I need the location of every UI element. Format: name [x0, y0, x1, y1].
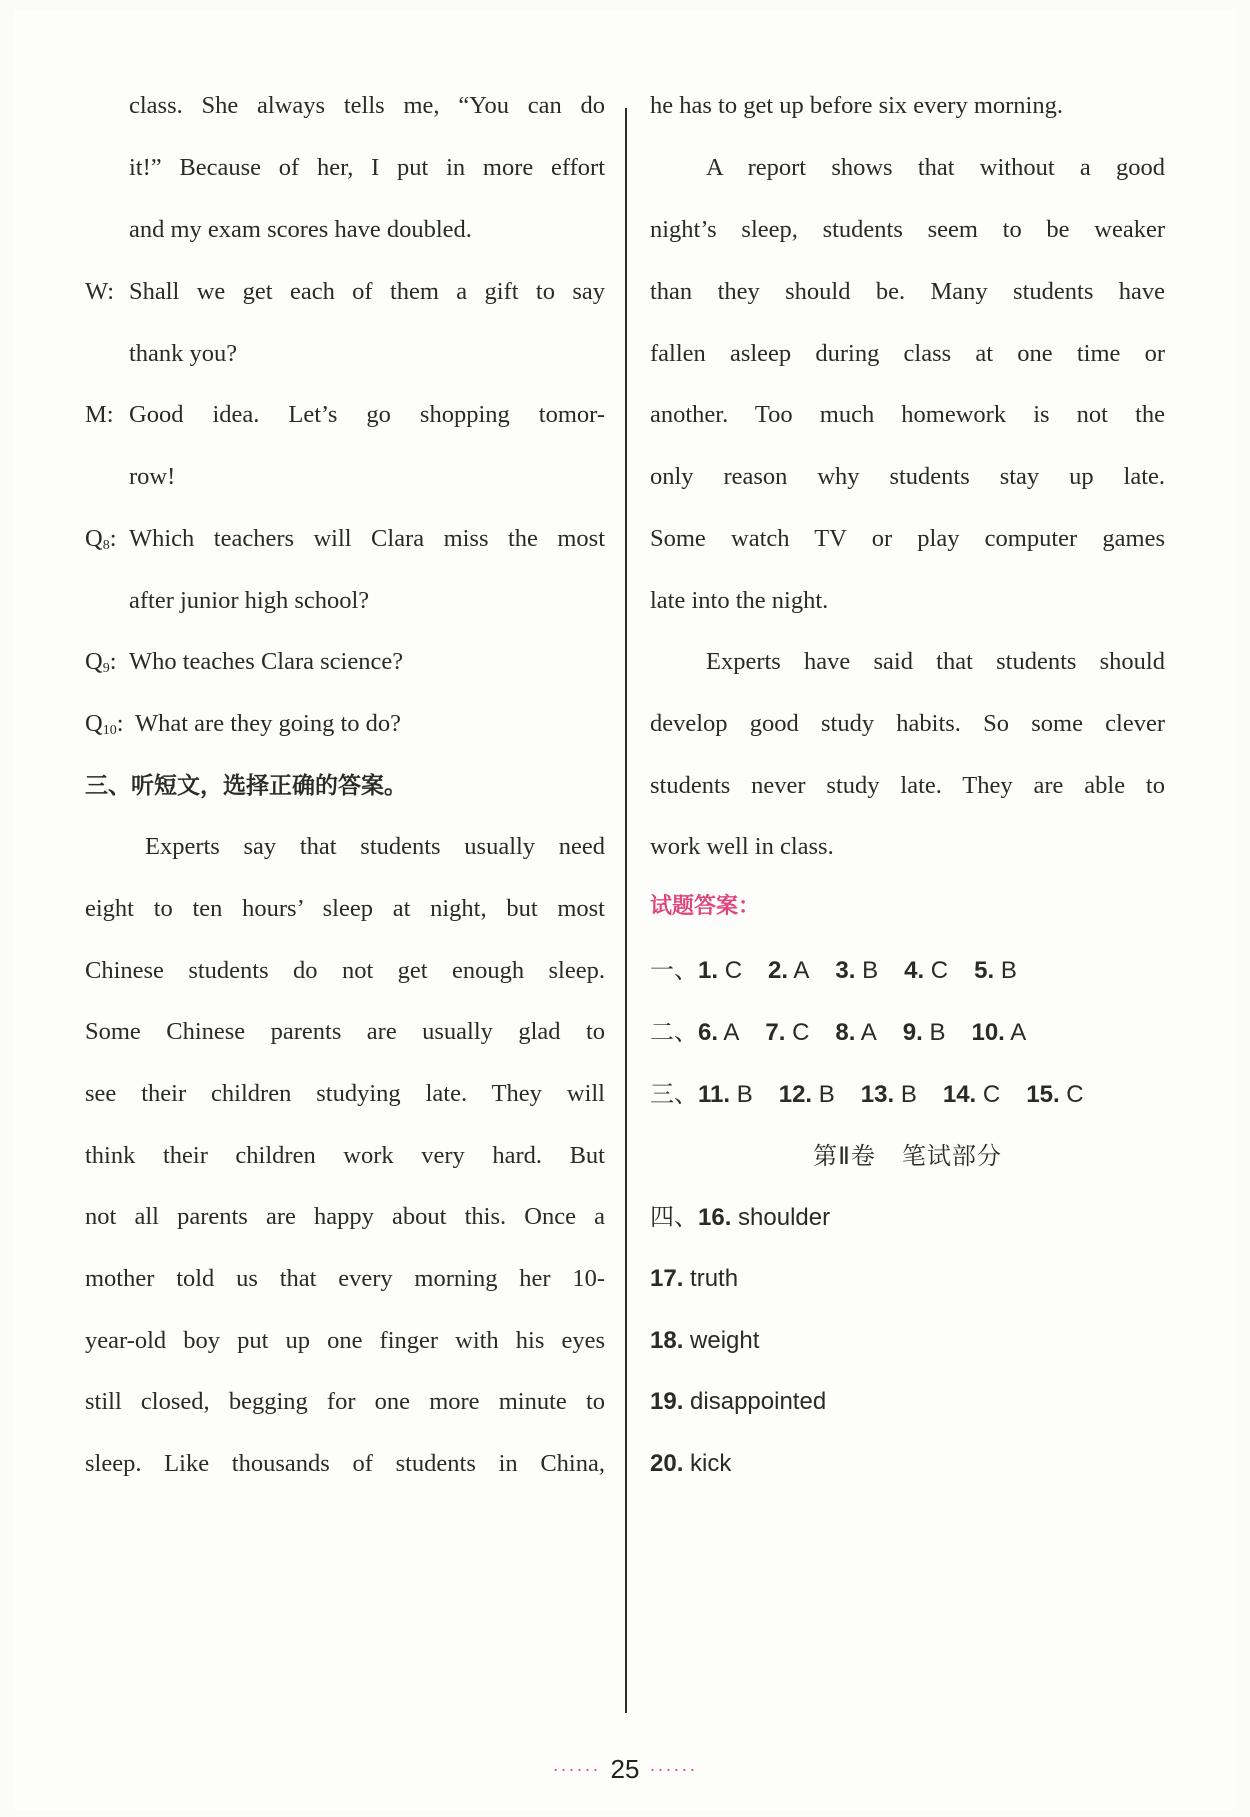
question-line: [85, 644, 605, 680]
question-label: $Q_9$:: [85, 648, 117, 676]
answer-row: [650, 952, 1165, 988]
dialogue-line: [85, 397, 605, 433]
text-line: Some watch TV or play computer games: [650, 525, 1165, 552]
footer-dots: ······: [552, 1759, 601, 1779]
text-line: mother told us that every morning her 10-: [85, 1265, 605, 1292]
answer-item: 15. C: [1026, 1081, 1084, 1108]
text-line: class. She always tells me, “You can do: [129, 92, 605, 119]
text-line: students never study late. They are able to: [650, 772, 1165, 799]
page-footer: [0, 1754, 1250, 1785]
answer-item: 9. B: [902, 1019, 946, 1046]
text-line: What are they going to do?: [135, 710, 402, 737]
answer-item: 6. A: [698, 1019, 740, 1046]
text-line: he has to get up before six every morning.: [650, 92, 1063, 119]
question-line: [85, 706, 605, 742]
text-line: another. Too much homework is not the: [650, 401, 1165, 428]
text-line: Experts say that students usually need: [145, 833, 605, 860]
page-number: 25: [610, 1754, 640, 1784]
text-line: Which teachers will Clara miss the most: [129, 525, 605, 552]
text-line: eight to ten hours’ sleep at night, but most: [85, 895, 605, 922]
word-answer: 18. weight: [650, 1327, 760, 1354]
text-line: row!: [129, 463, 176, 490]
word-answer: 19. disappointed: [650, 1388, 827, 1415]
answer-item: 11. B: [698, 1081, 753, 1108]
text-line: develop good study habits. So some clever: [650, 710, 1165, 737]
text-line: late into the night.: [650, 587, 829, 614]
answer-row: [650, 1076, 1165, 1112]
answer-item: 8. A: [835, 1019, 877, 1046]
speaker-label: M:: [85, 401, 114, 428]
text-line: think their children work very hard. But: [85, 1142, 605, 1169]
speaker-label: W:: [85, 278, 115, 305]
answer-item: 3. B: [835, 957, 879, 984]
text-line: Some Chinese parents are usually glad to: [85, 1018, 605, 1045]
text-line: Shall we get each of them a gift to say: [129, 278, 605, 305]
text-line: thank you?: [129, 340, 238, 367]
section-marker: 一、: [650, 956, 698, 984]
text-line: year-old boy put up one finger with his eyes: [85, 1327, 605, 1354]
text-line: still closed, begging for one more minute to: [85, 1388, 605, 1415]
text-line: and my exam scores have doubled.: [129, 216, 472, 243]
text-line: Who teaches Clara science?: [129, 648, 404, 675]
text-line: see their children studying late. They will: [85, 1080, 605, 1107]
part-title: 第Ⅱ卷 笔试部分: [813, 1142, 1002, 1170]
text-line: not all parents are happy about this. Once a: [85, 1203, 605, 1230]
section-marker: 三、: [650, 1080, 698, 1108]
text-line: A report shows that without a good: [706, 154, 1165, 181]
answer-item: 5. B: [974, 957, 1017, 984]
word-answer: 20. kick: [650, 1450, 732, 1477]
question-line: [85, 521, 605, 557]
answer-title: 试题答案：: [650, 894, 761, 919]
question-label: $Q_{10}$:: [85, 710, 124, 738]
text-line: sleep. Like thousands of students in China,: [85, 1450, 605, 1477]
dialogue-line: [85, 274, 605, 310]
text-line: it!” Because of her, I put in more effort: [129, 154, 605, 181]
word-answer: 17. truth: [650, 1265, 739, 1292]
text-line: work well in class.: [650, 833, 834, 860]
footer-dots: ······: [649, 1759, 698, 1779]
answer-item: 13. B: [860, 1081, 917, 1108]
word-answer: 四、16. shoulder: [650, 1203, 831, 1231]
question-label: $Q_8$:: [85, 525, 117, 553]
answer-item: 2. A: [768, 957, 810, 984]
text-line: than they should be. Many students have: [650, 278, 1165, 305]
text-line: night’s sleep, students seem to be weaker: [650, 216, 1165, 243]
text-line: after junior high school?: [129, 587, 370, 614]
answer-row: [650, 1014, 1165, 1050]
text-line: only reason why students stay up late.: [650, 463, 1165, 490]
section-heading: 三、听短文，选择正确的答案。: [85, 773, 407, 799]
answer-item: 12. B: [778, 1081, 835, 1108]
text-line: Experts have said that students should: [706, 648, 1165, 675]
answer-item: 4. C: [904, 957, 949, 984]
section-marker: 二、: [650, 1018, 698, 1046]
text-line: Good idea. Let’s go shopping tomor-: [129, 401, 605, 428]
text-line: fallen asleep during class at one time or: [650, 340, 1165, 367]
answer-item: 1. C: [698, 957, 743, 984]
text-line: Chinese students do not get enough sleep.: [85, 957, 605, 984]
answer-item: 14. C: [942, 1081, 1001, 1108]
answer-item: 10. A: [971, 1019, 1027, 1046]
answer-item: 7. C: [765, 1019, 810, 1046]
column-divider: [625, 108, 627, 1713]
